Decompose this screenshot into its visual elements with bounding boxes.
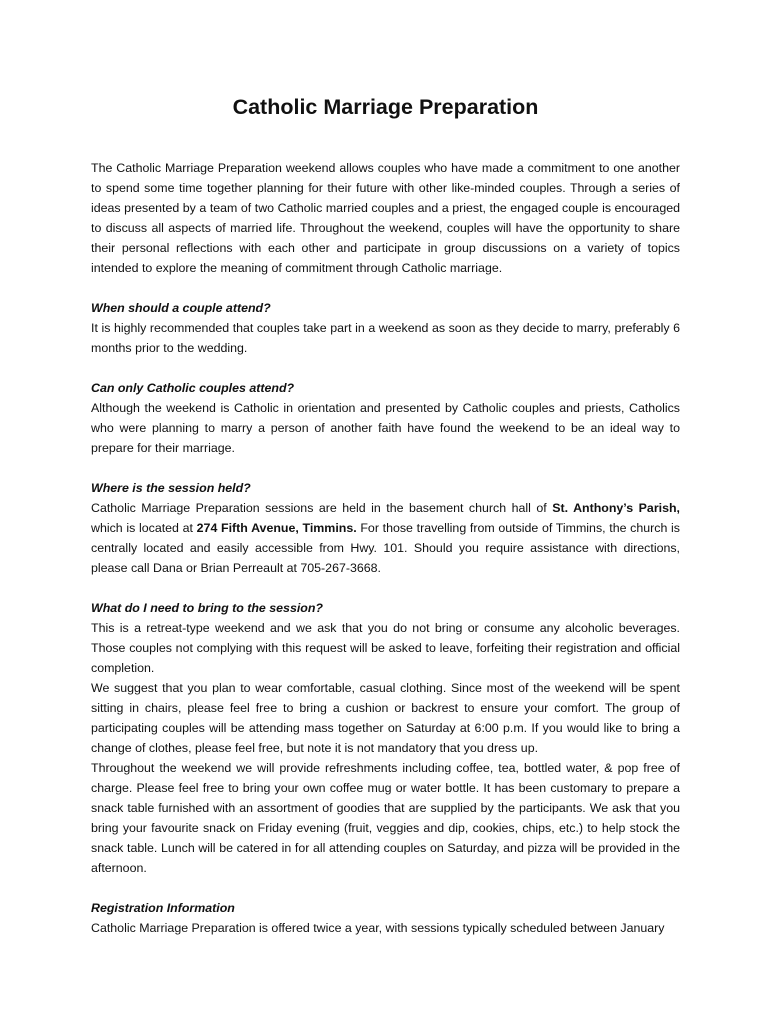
bring-paragraph-3: Throughout the weekend we will provide refreshments including coffee, tea, bottled water, & pop free of charge. Please feel free to bring your own coffee mug or water bottle. It has been customary to prepare a snack table furnished with an assortment of goodies that are supplied by the participants. We ask that you bring your favourite snack on Friday evening (fruit, veggies and dip, cookies, chips, etc.) to help stock the snack table. Lunch will be catered in for all attending couples on Saturday, and pizza will be provided in the afternoon. [91, 761, 680, 875]
section-body [91, 498, 680, 578]
section-body: It is highly recommended that couples take part in a weekend as soon as they decide to marry, preferably 6 months prior to the wedding. [91, 321, 680, 355]
section-heading: When should a couple attend? [91, 301, 271, 315]
where-text-3: For those travelling from outside of Timmins, the church is centrally located and easily accessible from Hwy. 101. Should you require assistance with directions, please call Dana or Brian Perreault at 705-267-3668. [91, 521, 681, 575]
section-registration [91, 898, 680, 938]
page-title: Catholic Marriage Preparation [232, 95, 539, 119]
section-heading: Registration Information [91, 901, 235, 915]
section-heading: Where is the session held? [91, 481, 251, 495]
section-body: Although the weekend is Catholic in orientation and presented by Catholic couples and priests, Catholics who were planning to marry a person of another faith have found the weekend to be an ideal way to prepare for their marriage. [91, 401, 680, 455]
intro-paragraph: The Catholic Marriage Preparation weekend allows couples who have made a commitment to one another to spend some time together planning for their future with other like-minded couples. Through a series of ideas presented by a team of two Catholic married couples and a priest, the engaged couple is encouraged to discuss all aspects of married life. Throughout the weekend, couples will have the opportunity to share their personal reflections with each other and participate in group discussions on a variety of topics intended to explore the meaning of commitment through Catholic marriage. [91, 161, 680, 275]
bring-paragraph-2: We suggest that you plan to wear comfortable, casual clothing. Since most of the weekend will be spent sitting in chairs, please feel free to bring a cushion or backrest to ensure your comfort. The group of participating couples will be attending mass together on Saturday at 6:00 p.m. If you would like to bring a change of clothes, please feel free, but note it is not mandatory that you dress up. [91, 681, 680, 755]
section-when [91, 298, 680, 358]
section-heading: What do I need to bring to the session? [91, 601, 323, 615]
bring-paragraph-1: This is a retreat-type weekend and we ask that you do not bring or consume any alcoholic beverages. Those couples not complying with this request will be asked to leave, forfeiting their registration and official completion. [91, 621, 680, 675]
section-bring [91, 598, 680, 878]
section-heading: Can only Catholic couples attend? [91, 381, 295, 395]
parish-name: St. Anthony’s Parish, [552, 501, 680, 515]
document-page [91, 92, 680, 938]
section-body: Catholic Marriage Preparation is offered twice a year, with sessions typically scheduled between January [91, 921, 665, 935]
where-text-2: which is located at [91, 521, 197, 535]
section-where [91, 478, 680, 578]
section-catholic-only [91, 378, 680, 458]
parish-address: 274 Fifth Avenue, Timmins. [196, 521, 357, 535]
where-text-1: Catholic Marriage Preparation sessions are held in the basement church hall of [91, 501, 553, 515]
